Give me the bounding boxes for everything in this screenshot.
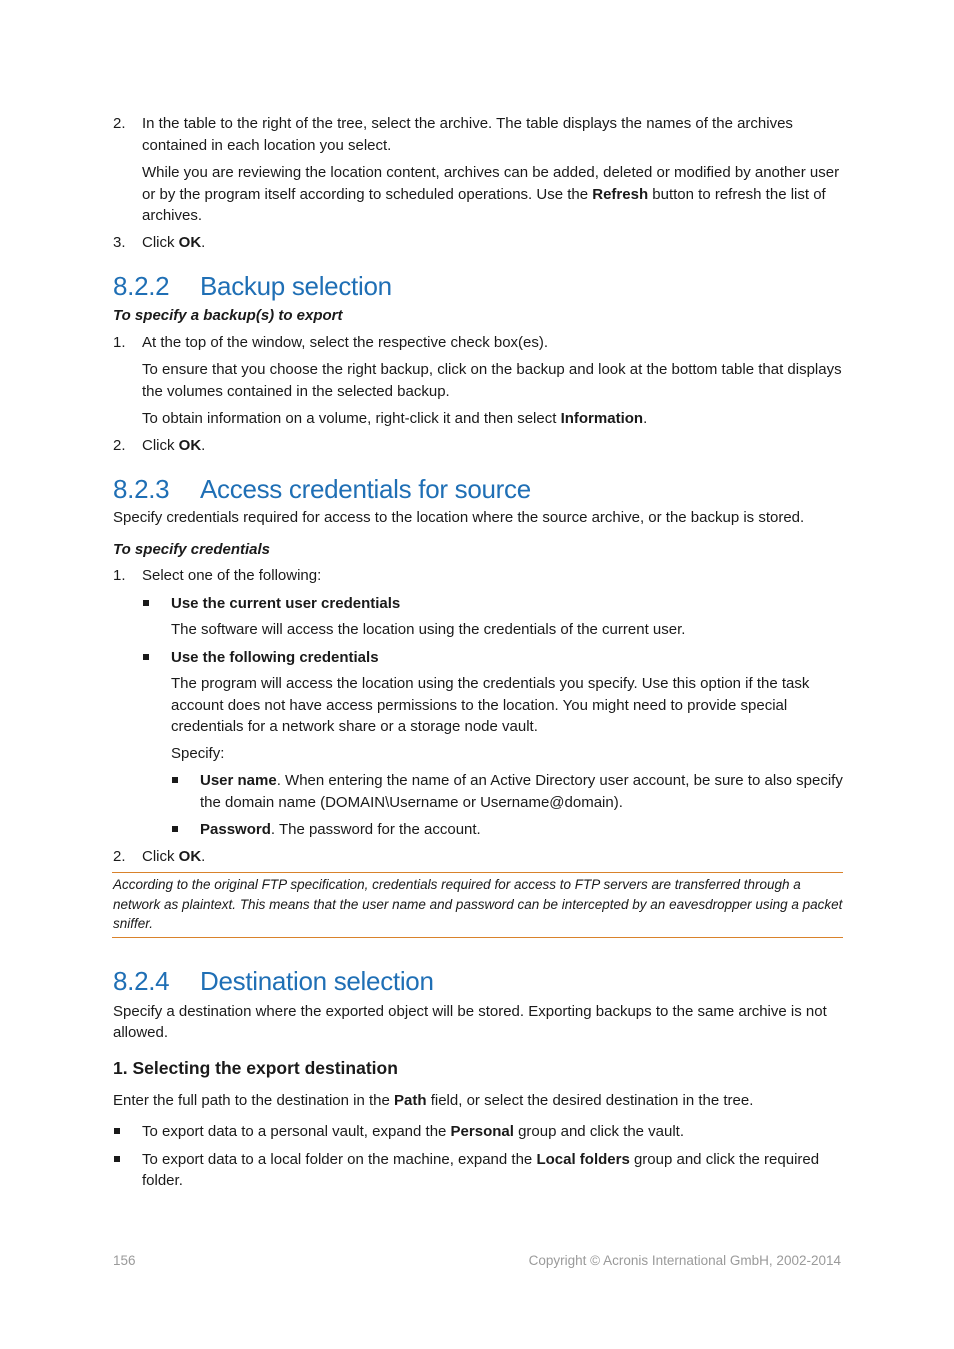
paragraph: Specify: [171, 744, 225, 762]
bullet-square-icon [172, 826, 178, 832]
page-number: 156 [113, 1253, 136, 1268]
section-heading: 8.2.4 Destination selection [113, 965, 434, 996]
paragraph: Enter the full path to the destination in the Path field, or select the desired destination in the tree. [113, 1091, 754, 1109]
step-text: In the table to the right of the tree, select the archive. The table displays the names of the archives contained in each location you select. [142, 115, 793, 154]
bullet-square-icon [143, 600, 149, 606]
paragraph: Specify a destination where the exported object will be stored. Exporting backups to the same archive is not allowed. [113, 1002, 827, 1041]
note-text: According to the original FTP specification, credentials required for access to FTP servers are transferred through a network as plaintext. This means that the user name and password can be intercepted by an eavesdropper using a packet sniffer. [113, 877, 843, 931]
procedure-title: To specify credentials [113, 540, 271, 558]
section-heading: 8.2.3 Access credentials for source [113, 474, 531, 504]
bullet-item: To export data to a local folder on the machine, expand the Local folders group and click the required folder. [113, 1149, 843, 1192]
paragraph: Specify credentials required for access to the location where the source archive, or the backup is stored. [113, 509, 805, 526]
paragraph: To obtain information on a volume, right-click it and then select Information. [142, 410, 648, 427]
paragraph: While you are reviewing the location content, archives can be added, deleted or modified by another user or by the program itself according to scheduled operations. Use the Refresh button to refresh the list of archives. [142, 164, 840, 224]
note-box [112, 872, 843, 938]
bullet-square-icon [114, 1156, 120, 1162]
procedure-title: To specify a backup(s) to export [113, 307, 343, 324]
bullet-item: To export data to a personal vault, expand the Personal group and click the vault. [113, 1121, 843, 1143]
bullet-item: User name. When entering the name of an Active Directory user account, be sure to also specify the domain name (DOMAIN\Username or Username@domain). [113, 770, 843, 813]
list-item: 1. Select one of the following: [113, 567, 322, 584]
list-item: 2. Click OK. [113, 847, 206, 865]
bullet-item: Use the current user credentials [113, 593, 843, 615]
bullet-square-icon [143, 654, 149, 660]
bullet-square-icon [172, 777, 178, 783]
bullet-square-icon [114, 1128, 120, 1134]
list-item: 2. Click OK. [113, 436, 206, 454]
step-text: Click OK. [142, 233, 206, 251]
list-item [113, 232, 843, 254]
step-number: 3. [113, 233, 126, 251]
paragraph: The program will access the location using the credentials you specify. Use this option if the task account does not have access permissions to the location. You might need to provide special credentials for a network share or a storage node vault. [171, 675, 810, 735]
bullet-item: Use the following credentials [113, 647, 843, 669]
copyright-text: Copyright © Acronis International GmbH, 2002-2014 [528, 1253, 841, 1268]
step-number: 2. [113, 115, 126, 132]
paragraph: To ensure that you choose the right backup, click on the backup and look at the bottom table that displays the volumes contained in the selected backup. [142, 361, 842, 400]
paragraph: The software will access the location using the credentials of the current user. [171, 621, 686, 638]
list-item: 1. At the top of the window, select the respective check box(es). [113, 333, 549, 351]
document-page [113, 113, 843, 1192]
subsection-heading: 1. Selecting the export destination [113, 1057, 398, 1078]
bullet-item: Password. The password for the account. [113, 819, 843, 841]
list-item [113, 113, 843, 156]
section-heading: 8.2.2 Backup selection [113, 271, 392, 301]
